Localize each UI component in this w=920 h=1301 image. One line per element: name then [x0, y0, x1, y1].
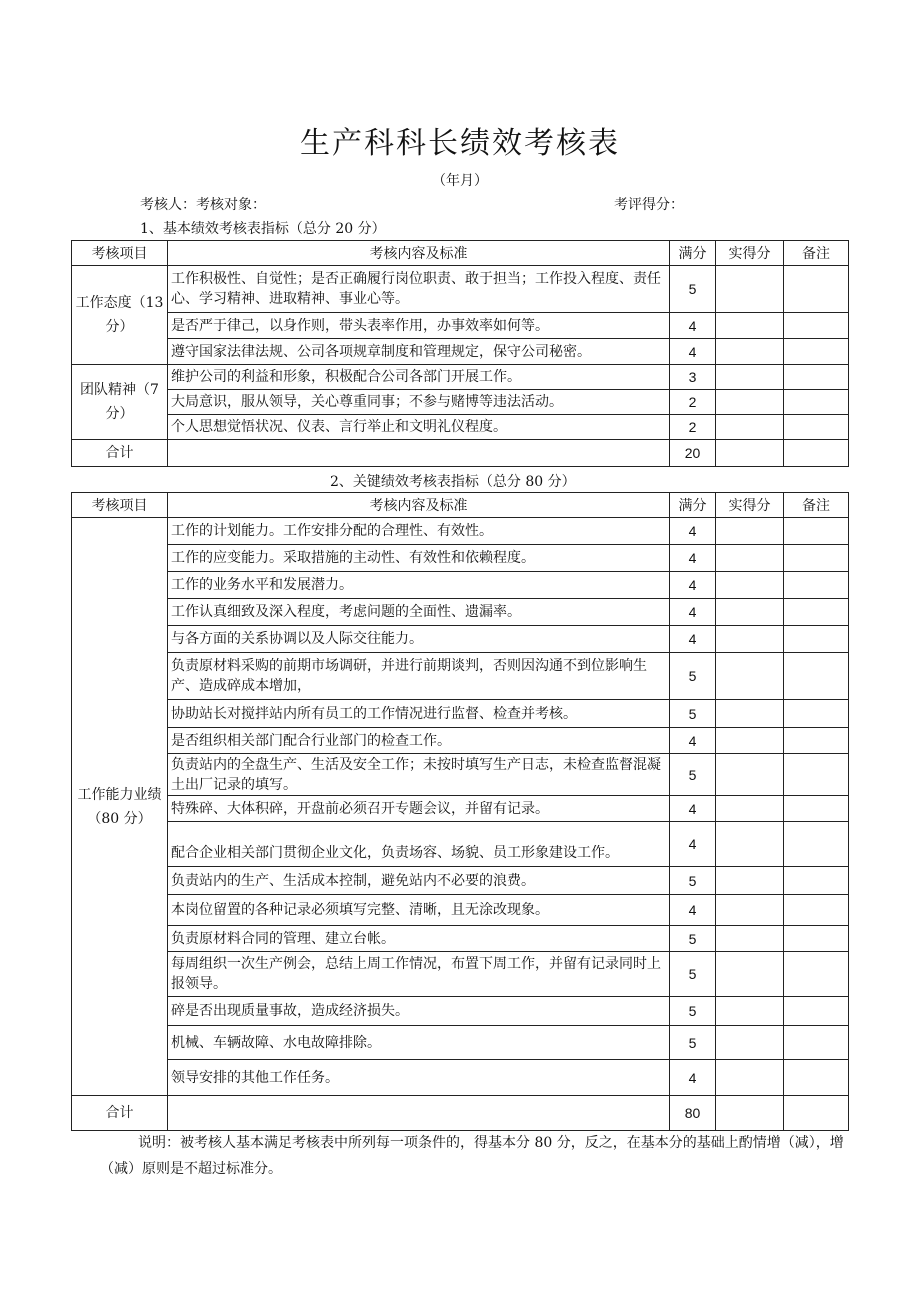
remarks-cell[interactable] [784, 313, 849, 339]
content-cell: 协助站长对搅拌站内所有员工的工作情况进行监督、检查并考核。 [168, 700, 670, 728]
remarks-cell[interactable] [784, 365, 849, 390]
full-score-cell: 4 [670, 1060, 716, 1096]
content-cell: 本岗位留置的各种记录必须填写完整、清晰，且无涂改现象。 [168, 895, 670, 926]
table-row [72, 365, 849, 390]
actual-score-cell[interactable] [716, 895, 784, 926]
full-score-cell: 5 [670, 867, 716, 895]
full-score-cell: 5 [670, 926, 716, 952]
table-row [72, 926, 849, 952]
content-cell: 工作的业务水平和发展潜力。 [168, 572, 670, 599]
total-row [72, 1096, 849, 1131]
remarks-cell[interactable] [784, 952, 849, 997]
table-row [72, 728, 849, 754]
full-score-cell: 5 [670, 952, 716, 997]
section2-title: 2、关键绩效考核表指标（总分 80 分） [330, 474, 576, 490]
table-row [72, 754, 849, 796]
header-remarks: 备注 [784, 493, 849, 518]
full-score-cell: 4 [670, 545, 716, 572]
table-row [72, 266, 849, 313]
table-row [72, 390, 849, 415]
table-row [72, 518, 849, 545]
remarks-cell[interactable] [784, 545, 849, 572]
actual-score-cell[interactable] [716, 754, 784, 796]
table-row [72, 572, 849, 599]
remarks-cell[interactable] [784, 518, 849, 545]
remarks-cell[interactable] [784, 440, 849, 467]
total-content-cell [168, 440, 670, 467]
actual-score-cell[interactable] [716, 415, 784, 440]
actual-score-cell[interactable] [716, 796, 784, 822]
full-score-cell: 5 [670, 653, 716, 700]
content-cell: 负责站内的全盘生产、生活及安全工作；未按时填写生产日志，未检查监督混凝土出厂记录的填写。 [168, 754, 670, 796]
table-row [72, 1060, 849, 1096]
table-row [72, 997, 849, 1026]
remarks-cell[interactable] [784, 728, 849, 754]
full-score-cell: 5 [670, 754, 716, 796]
category-cell: 工作态度（13 分） [72, 266, 168, 365]
content-cell: 维护公司的利益和形象，积极配合公司各部门开展工作。 [168, 365, 670, 390]
header-actual-score: 实得分 [716, 241, 784, 266]
actual-score-cell[interactable] [716, 700, 784, 728]
category-cell: 工作能力业绩（80 分） [72, 518, 168, 1096]
remarks-cell[interactable] [784, 796, 849, 822]
content-cell: 与各方面的关系协调以及人际交往能力。 [168, 626, 670, 653]
content-cell: 机械、车辆故障、水电故障排除。 [168, 1026, 670, 1060]
table-row [72, 895, 849, 926]
content-cell: 工作积极性、自觉性；是否正确履行岗位职责、敢于担当；工作投入程度、责任心、学习精神、进取精神、事业心等。 [168, 266, 670, 313]
full-score-cell: 3 [670, 365, 716, 390]
total-content-cell [168, 1096, 670, 1131]
actual-score-cell[interactable] [716, 365, 784, 390]
remarks-cell[interactable] [784, 822, 849, 867]
full-score-cell: 4 [670, 822, 716, 867]
actual-score-cell[interactable] [716, 997, 784, 1026]
full-score-cell: 4 [670, 313, 716, 339]
remarks-cell[interactable] [784, 572, 849, 599]
actual-score-cell[interactable] [716, 440, 784, 467]
content-cell: 领导安排的其他工作任务。 [168, 1060, 670, 1096]
table-row [72, 415, 849, 440]
full-score-cell: 4 [670, 796, 716, 822]
table-row [72, 653, 849, 700]
remarks-cell[interactable] [784, 653, 849, 700]
remarks-cell[interactable] [784, 754, 849, 796]
remarks-cell[interactable] [784, 867, 849, 895]
table-row [72, 599, 849, 626]
table-row [72, 796, 849, 822]
header-item: 考核项目 [72, 241, 168, 266]
full-score-cell: 4 [670, 626, 716, 653]
full-score-cell: 4 [670, 339, 716, 365]
header-item: 考核项目 [72, 493, 168, 518]
actual-score-cell[interactable] [716, 728, 784, 754]
remarks-cell[interactable] [784, 1026, 849, 1060]
content-cell: 负责站内的生产、生活成本控制，避免站内不必要的浪费。 [168, 867, 670, 895]
actual-score-cell[interactable] [716, 545, 784, 572]
total-score-cell: 20 [670, 440, 716, 467]
actual-score-cell[interactable] [716, 518, 784, 545]
page-title: 生产科科长绩效考核表 [300, 126, 620, 161]
table-header-row [72, 241, 849, 266]
remarks-cell[interactable] [784, 700, 849, 728]
content-cell: 大局意识，服从领导，关心尊重同事；不参与赌博等违法活动。 [168, 390, 670, 415]
table-row [72, 700, 849, 728]
total-label: 合计 [72, 1096, 168, 1131]
remarks-cell[interactable] [784, 626, 849, 653]
remarks-cell[interactable] [784, 997, 849, 1026]
total-label: 合计 [72, 440, 168, 467]
content-cell: 是否严于律己，以身作则，带头表率作用，办事效率如何等。 [168, 313, 670, 339]
actual-score-cell[interactable] [716, 653, 784, 700]
table-row [72, 952, 849, 997]
full-score-cell: 4 [670, 572, 716, 599]
header-actual-score: 实得分 [716, 493, 784, 518]
actual-score-cell[interactable] [716, 599, 784, 626]
content-cell: 工作认真细致及深入程度，考虑问题的全面性、遗漏率。 [168, 599, 670, 626]
remarks-cell[interactable] [784, 415, 849, 440]
full-score-cell: 5 [670, 997, 716, 1026]
full-score-cell: 5 [670, 266, 716, 313]
full-score-cell: 4 [670, 728, 716, 754]
full-score-cell: 4 [670, 599, 716, 626]
table-row [72, 867, 849, 895]
header-content: 考核内容及标准 [168, 493, 670, 518]
remarks-cell[interactable] [784, 895, 849, 926]
full-score-cell: 2 [670, 390, 716, 415]
actual-score-cell[interactable] [716, 867, 784, 895]
content-cell: 配合企业相关部门贯彻企业文化，负责场容、场貌、员工形象建设工作。 [168, 822, 670, 867]
table-row [72, 313, 849, 339]
remarks-cell[interactable] [784, 599, 849, 626]
full-score-cell: 4 [670, 518, 716, 545]
section1-title: 1、基本绩效考核表指标（总分 20 分） [140, 221, 386, 237]
content-cell: 负责原材料合同的管理、建立台帐。 [168, 926, 670, 952]
actual-score-cell[interactable] [716, 1026, 784, 1060]
actual-score-cell[interactable] [716, 313, 784, 339]
actual-score-cell[interactable] [716, 1060, 784, 1096]
actual-score-cell[interactable] [716, 626, 784, 653]
table-row [72, 822, 849, 867]
full-score-cell: 5 [670, 1026, 716, 1060]
actual-score-cell[interactable] [716, 266, 784, 313]
actual-score-cell[interactable] [716, 952, 784, 997]
header-full-score: 满分 [670, 493, 716, 518]
period-subtitle: （年月） [432, 173, 488, 189]
basic-indicators-table [71, 240, 849, 467]
content-cell: 遵守国家法律法规、公司各项规章制度和管理规定，保守公司秘密。 [168, 339, 670, 365]
header-content: 考核内容及标准 [168, 241, 670, 266]
category-cell: 团队精神（7 分） [72, 365, 168, 440]
header-full-score: 满分 [670, 241, 716, 266]
total-score-cell: 80 [670, 1096, 716, 1131]
remarks-cell[interactable] [784, 1096, 849, 1131]
full-score-cell: 2 [670, 415, 716, 440]
content-cell: 负责原材料采购的前期市场调研，并进行前期谈判，否则因沟通不到位影响生产、造成碎成本增加， [168, 653, 670, 700]
table-row [72, 1026, 849, 1060]
actual-score-cell[interactable] [716, 339, 784, 365]
table-row [72, 339, 849, 365]
actual-score-cell[interactable] [716, 822, 784, 867]
content-cell: 工作的计划能力。工作安排分配的合理性、有效性。 [168, 518, 670, 545]
full-score-cell: 4 [670, 895, 716, 926]
total-row [72, 440, 849, 467]
content-cell: 特殊碎、大体积碎，开盘前必须召开专题会议，并留有记录。 [168, 796, 670, 822]
actual-score-cell[interactable] [716, 1096, 784, 1131]
explanation-note: 说明：被考核人基本满足考核表中所列每一项条件的，得基本分 80 分，反之，在基本分的基础上酌情增（减），增（减）原则是不超过标准分。 [100, 1135, 844, 1177]
table-row [72, 545, 849, 572]
remarks-cell[interactable] [784, 926, 849, 952]
score-info: 考评得分： [614, 197, 684, 213]
remarks-cell[interactable] [784, 1060, 849, 1096]
remarks-cell[interactable] [784, 266, 849, 313]
actual-score-cell[interactable] [716, 572, 784, 599]
assessor-info: 考核人：考核对象： [140, 197, 266, 213]
full-score-cell: 5 [670, 700, 716, 728]
content-cell: 工作的应变能力。采取措施的主动性、有效性和依赖程度。 [168, 545, 670, 572]
content-cell: 个人思想觉悟状况、仪表、言行举止和文明礼仪程度。 [168, 415, 670, 440]
remarks-cell[interactable] [784, 390, 849, 415]
remarks-cell[interactable] [784, 339, 849, 365]
content-cell: 碎是否出现质量事故，造成经济损失。 [168, 997, 670, 1026]
actual-score-cell[interactable] [716, 926, 784, 952]
content-cell: 是否组织相关部门配合行业部门的检查工作。 [168, 728, 670, 754]
actual-score-cell[interactable] [716, 390, 784, 415]
key-indicators-table [71, 492, 849, 1131]
content-cell: 每周组织一次生产例会，总结上周工作情况，布置下周工作，并留有记录同时上报领导。 [168, 952, 670, 997]
table-row [72, 626, 849, 653]
table-header-row [72, 493, 849, 518]
header-remarks: 备注 [784, 241, 849, 266]
